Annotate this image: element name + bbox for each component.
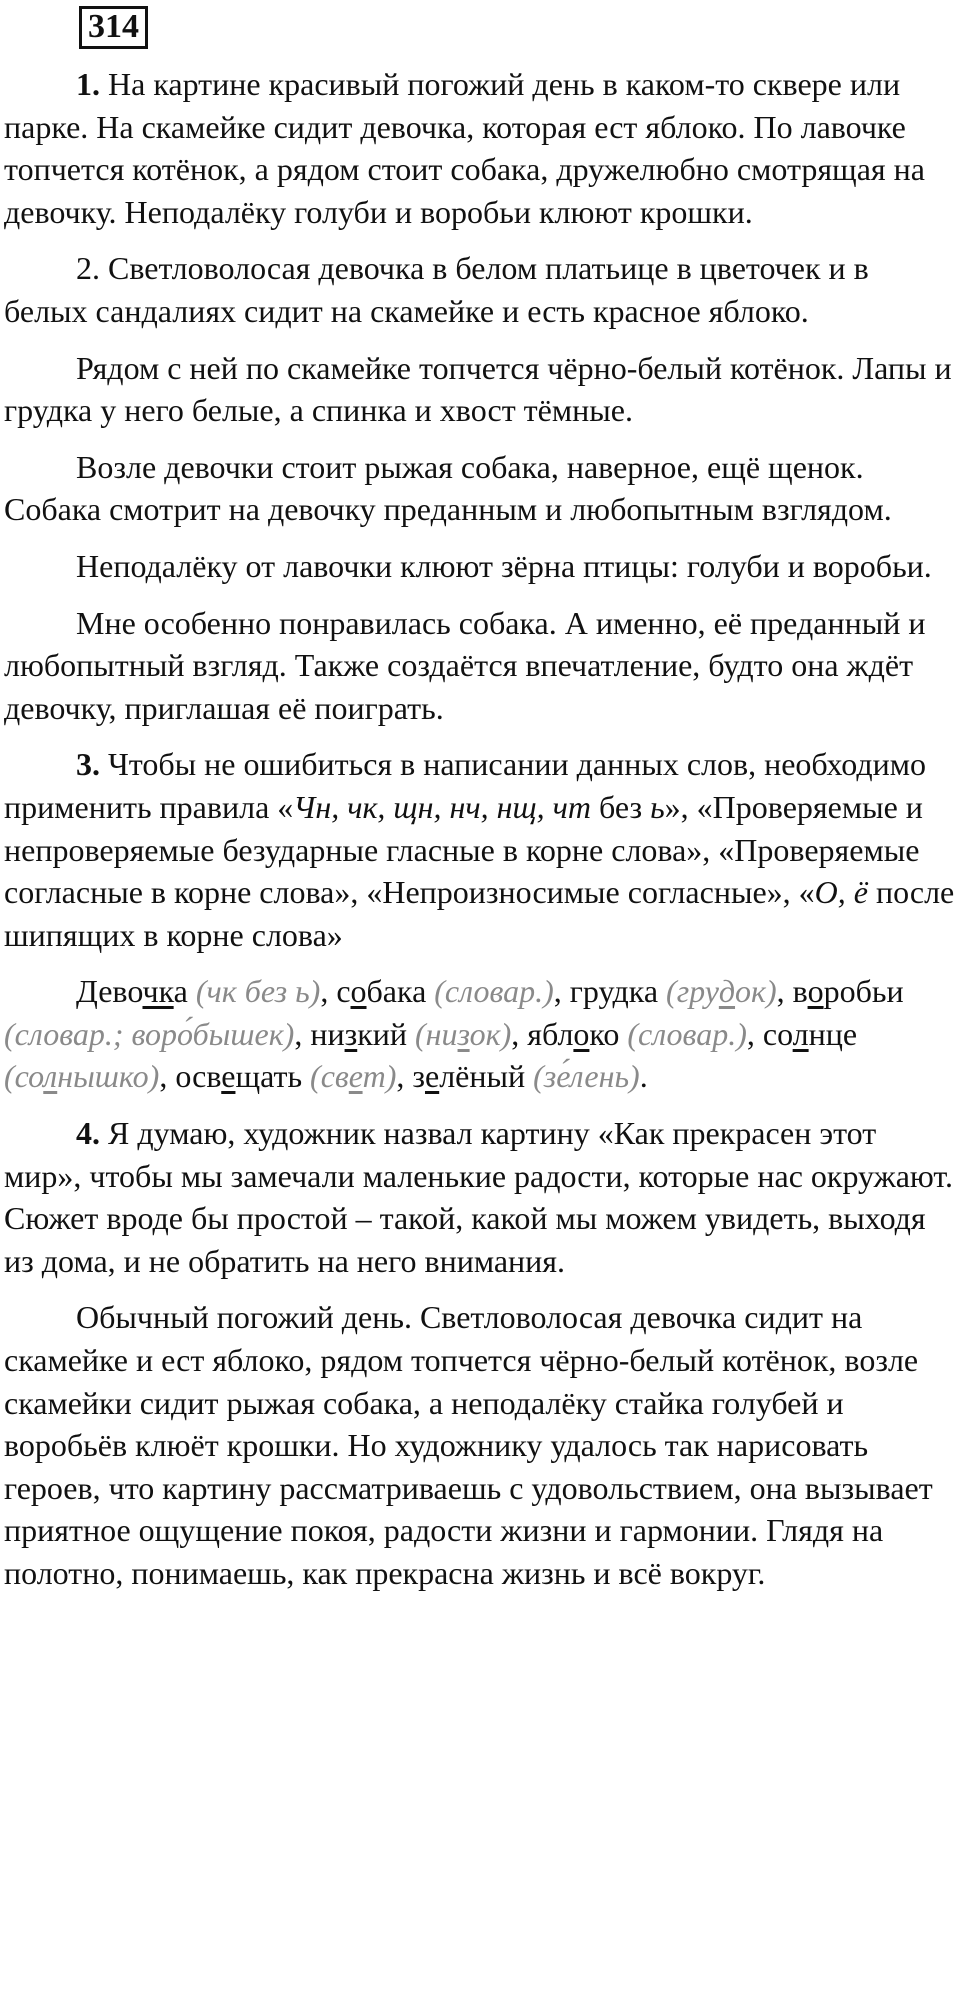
ex4-label: 4. (76, 1115, 100, 1152)
underlined-letter: о (350, 973, 367, 1010)
spelling-word (763, 1016, 857, 1052)
exercise-number: 314 (79, 6, 148, 49)
spelling-word (570, 973, 658, 1009)
ex1-label: 1. (76, 66, 100, 102)
word-part: Дево (76, 973, 143, 1010)
check-word-note (310, 1058, 396, 1094)
word-part: ок) (735, 973, 777, 1010)
word-part: ко (589, 1015, 620, 1052)
ex2-paragraph-4: Неподалёку от лавочки клюют зёрна птицы: голуби и воробьи. (76, 547, 932, 584)
check-word-note: (чк без ь) (195, 973, 321, 1010)
underlined-letter: о (573, 1015, 590, 1052)
word-part: (ни (415, 1015, 458, 1052)
check-word-note (666, 973, 777, 1009)
word-part: бака (366, 973, 427, 1010)
underlined-letter: о (807, 973, 824, 1010)
word-part: нце (808, 1015, 858, 1052)
spelling-word (336, 973, 426, 1009)
check-word-note (4, 1058, 159, 1094)
ex3-words-list: Девочка (чк без ь), собака (словар.), грудка (грудок), воробьи (словар.; воро́бышек), низкий (низок), яблоко (словар.), солнце (солнышко), освещать (свет), зелёный (зе́лень). (4, 973, 904, 1095)
word-part: (св (310, 1058, 349, 1095)
word-part: (со (4, 1058, 44, 1095)
check-word-note: (словар.; воро́бышек) (4, 1015, 295, 1052)
ex2-paragraph-5: Мне особенно понравилась собака. А именно, её преданный и любопытный взгляд. Также создаётся впечатление, будто она ждёт девочку, приглашая её поиграть. (4, 604, 926, 726)
ex3-text-d: после шипящих в корне слова» (4, 874, 955, 953)
ex4-text: Я думаю, художник назвал картину «Как прекрасен этот мир», чтобы мы замечали маленькие радости, которые нас окружают. Сюжет вроде бы простой – такой, какой мы можем увидеть, выходя из дома, и не обратить на него внимания. (4, 1115, 953, 1279)
ex1-text: На картине красивый погожий день в каком-то сквере или парке. На скамейке сидит девочка, которая ест яблоко. По лавочке топчется котёнок, а рядом стоит собака, дружелюбно смотрящая на девочку. Неподалёку голуби и воробьи клюют крошки. (4, 66, 925, 230)
underlined-letter: з (344, 1015, 358, 1052)
check-word-note: (словар.) (434, 973, 554, 1010)
underlined-letter: д (612, 973, 629, 1010)
word-part: а (173, 973, 188, 1010)
word-part: нышко) (57, 1058, 160, 1095)
word-part: кий (357, 1015, 408, 1052)
ex3-rule-3: О, ё (814, 874, 868, 911)
ex3-text-a: Чтобы не ошибиться в написании данных слов, необходимо применить правила « (4, 746, 926, 825)
underlined-letter: л (43, 1058, 58, 1095)
spelling-word (793, 973, 904, 1009)
underlined-letter: д (718, 973, 736, 1010)
underlined-letter: чк (142, 973, 174, 1010)
spelling-word (175, 1058, 302, 1094)
ex3-paragraph (4, 743, 960, 956)
ex4-paragraph (4, 1112, 960, 1282)
word-part: щать (235, 1058, 303, 1095)
ex3-text-c: », «Проверяемые и непроверяемые безударные гласные в корне слова», «Проверяемые согласные в корне слова», «Непроизносимые согласные», « (4, 788, 923, 911)
word-part: робьи (823, 973, 904, 1010)
check-word-note: (зе́лень) (533, 1058, 640, 1095)
word-part: лёный (439, 1058, 526, 1095)
underlined-letter: е (348, 1058, 363, 1095)
word-part: ни (310, 1015, 345, 1052)
underlined-letter: е (424, 1058, 440, 1095)
spelling-word (310, 1016, 407, 1052)
word-part: со (762, 1015, 793, 1052)
underlined-letter: з (457, 1015, 470, 1052)
ex2-paragraph-3: Возле девочки стоит рыжая собака, наверное, ещё щенок. Собака смотрит на девочку преданным и любопытным взглядом. (4, 448, 892, 528)
word-part: (гру (666, 973, 719, 1010)
word-part: гру (569, 973, 613, 1010)
word-part: ябл (527, 1015, 574, 1052)
word-part: т) (362, 1058, 397, 1095)
word-part: осв (175, 1058, 222, 1095)
word-part: з (412, 1058, 425, 1095)
spelling-word (76, 973, 188, 1009)
ex2-paragraph-2: Рядом с ней по скамейке топчется чёрно-белый котёнок. Лапы и грудка у него белые, а спинка и хвост тёмные. (4, 349, 952, 429)
word-part: ок) (469, 1015, 512, 1052)
ex3-rule-2: ь (650, 788, 665, 825)
ex4-paragraph-2: Обычный погожий день. Светловолосая девочка сидит на скамейке и ест яблоко, рядом топчется чёрно-белый котёнок, возле скамейки сидит рыжая собака, а неподалёку стайка голубей и воробьёв клюёт крошки. Но художнику удалось так нарисовать героев, что картину рассматриваешь с удовольствием, она вызывает приятное ощущение покоя, радости жизни и гармонии. Глядя на полотно, понимаешь, как прекрасна жизнь и всё вокруг. (4, 1299, 933, 1591)
word-part: с (336, 973, 351, 1010)
ex1-paragraph (4, 63, 960, 233)
ex2-paragraph-1: 2. Светловолосая девочка в белом платьице в цветочек и в белых сандалиях сидит на скамейке и есть красное яблоко. (4, 250, 869, 329)
check-word-note: (словар.) (627, 1015, 747, 1052)
underlined-letter: е (221, 1058, 236, 1095)
ex3-label: 3. (76, 746, 100, 783)
ex3-rule-1: Чн, чк, щн, нч, нщ, чт (293, 788, 591, 825)
underlined-letter: л (792, 1015, 809, 1052)
ex3-text-b: без (591, 788, 651, 825)
spelling-word (527, 1016, 619, 1052)
word-part: ка (628, 973, 659, 1010)
spelling-word (412, 1058, 525, 1094)
word-part: в (792, 973, 808, 1010)
check-word-note (415, 1016, 511, 1052)
